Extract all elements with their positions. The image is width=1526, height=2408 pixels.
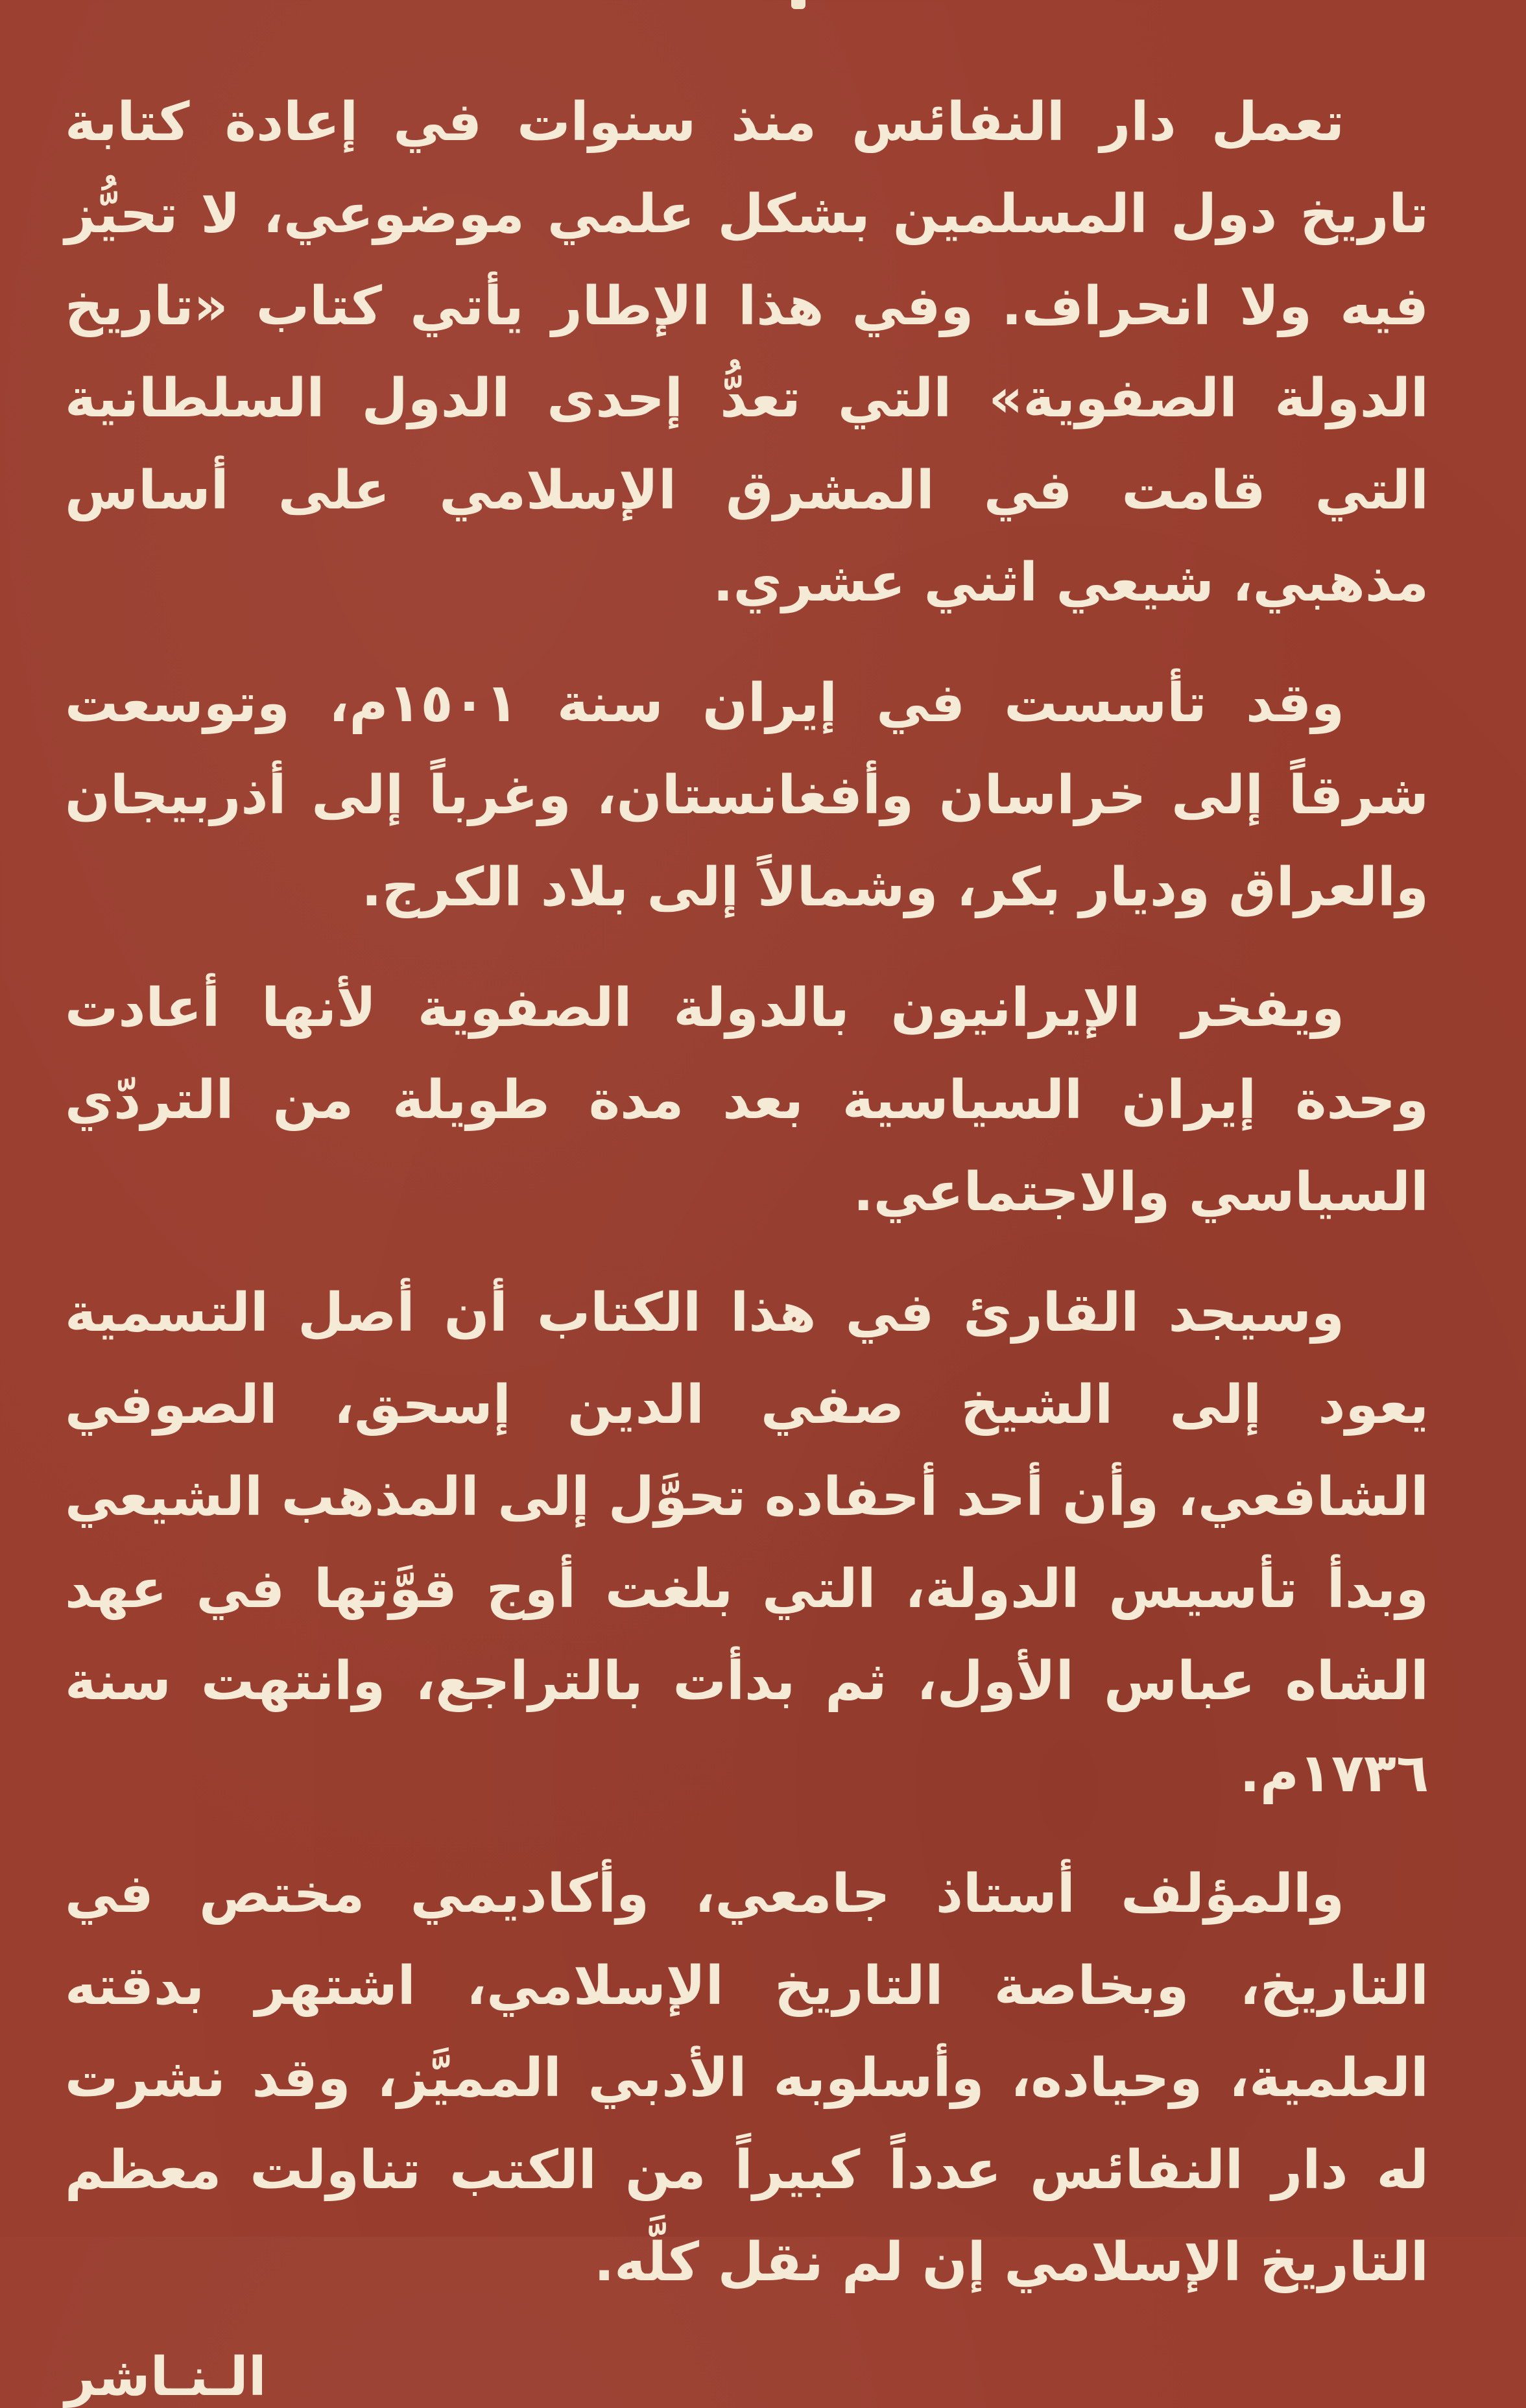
paragraph-origin: وسيجد القارئ في هذا الكتاب أن أصل التسمية يعود إلى الشيخ صفي الدين إسحق، الصوفي الشافعي، وأن أحد أحفاده تحوَّل إلى المذهب الشيعي وبدأ تأسيس الدولة، التي بلغت أوج قوَّتها في عهد الشاه عباس الأول، ثم بدأت بالتراجع، وانتهت سنة ١٧٣٦م. (65, 1282, 1429, 1804)
publisher-signature: الـنـاشر (65, 2346, 267, 2408)
paragraph-pride: ويفخر الإيرانيون بالدولة الصفوية لأنها أعادت وحدة إيران السياسية بعد مدة طويلة من التردّي السياسي والاجتماعي. (65, 977, 1429, 1223)
paragraph-author: والمؤلف أستاذ جامعي، وأكاديمي مختص في التاريخ، وبخاصة التاريخ الإسلامي، اشتهر بدقته العلمية، وحياده، وأسلوبه الأدبي المميَّز، وقد نشرت له دار النفائس عدداً كبيراً من الكتب تناولت معظم التاريخ الإسلامي إن لم نقل كلَّه. (65, 1863, 1429, 2293)
paragraph-intro: تعمل دار النفائس منذ سنوات في إعادة كتابة تاريخ دول المسلمين بشكل علمي موضوعي، لا تحيُّز فيه ولا انحراف. وفي هذا الإطار يأتي كتاب «تاريخ الدولة الصفوية» التي تعدُّ إحدى الدول السلطانية التي قامت في المشرق الإسلامي على أساس مذهبي، شيعي اثني عشري. (65, 91, 1429, 614)
paragraph-founding: وقد تأسست في إيران سنة ١٥٠١م، وتوسعت شرقاً إلى خراسان وأفغانستان، وغرباً إلى أذربيجان والعراق وديار بكر، وشمالاً إلى بلاد الكرج. (65, 673, 1429, 918)
